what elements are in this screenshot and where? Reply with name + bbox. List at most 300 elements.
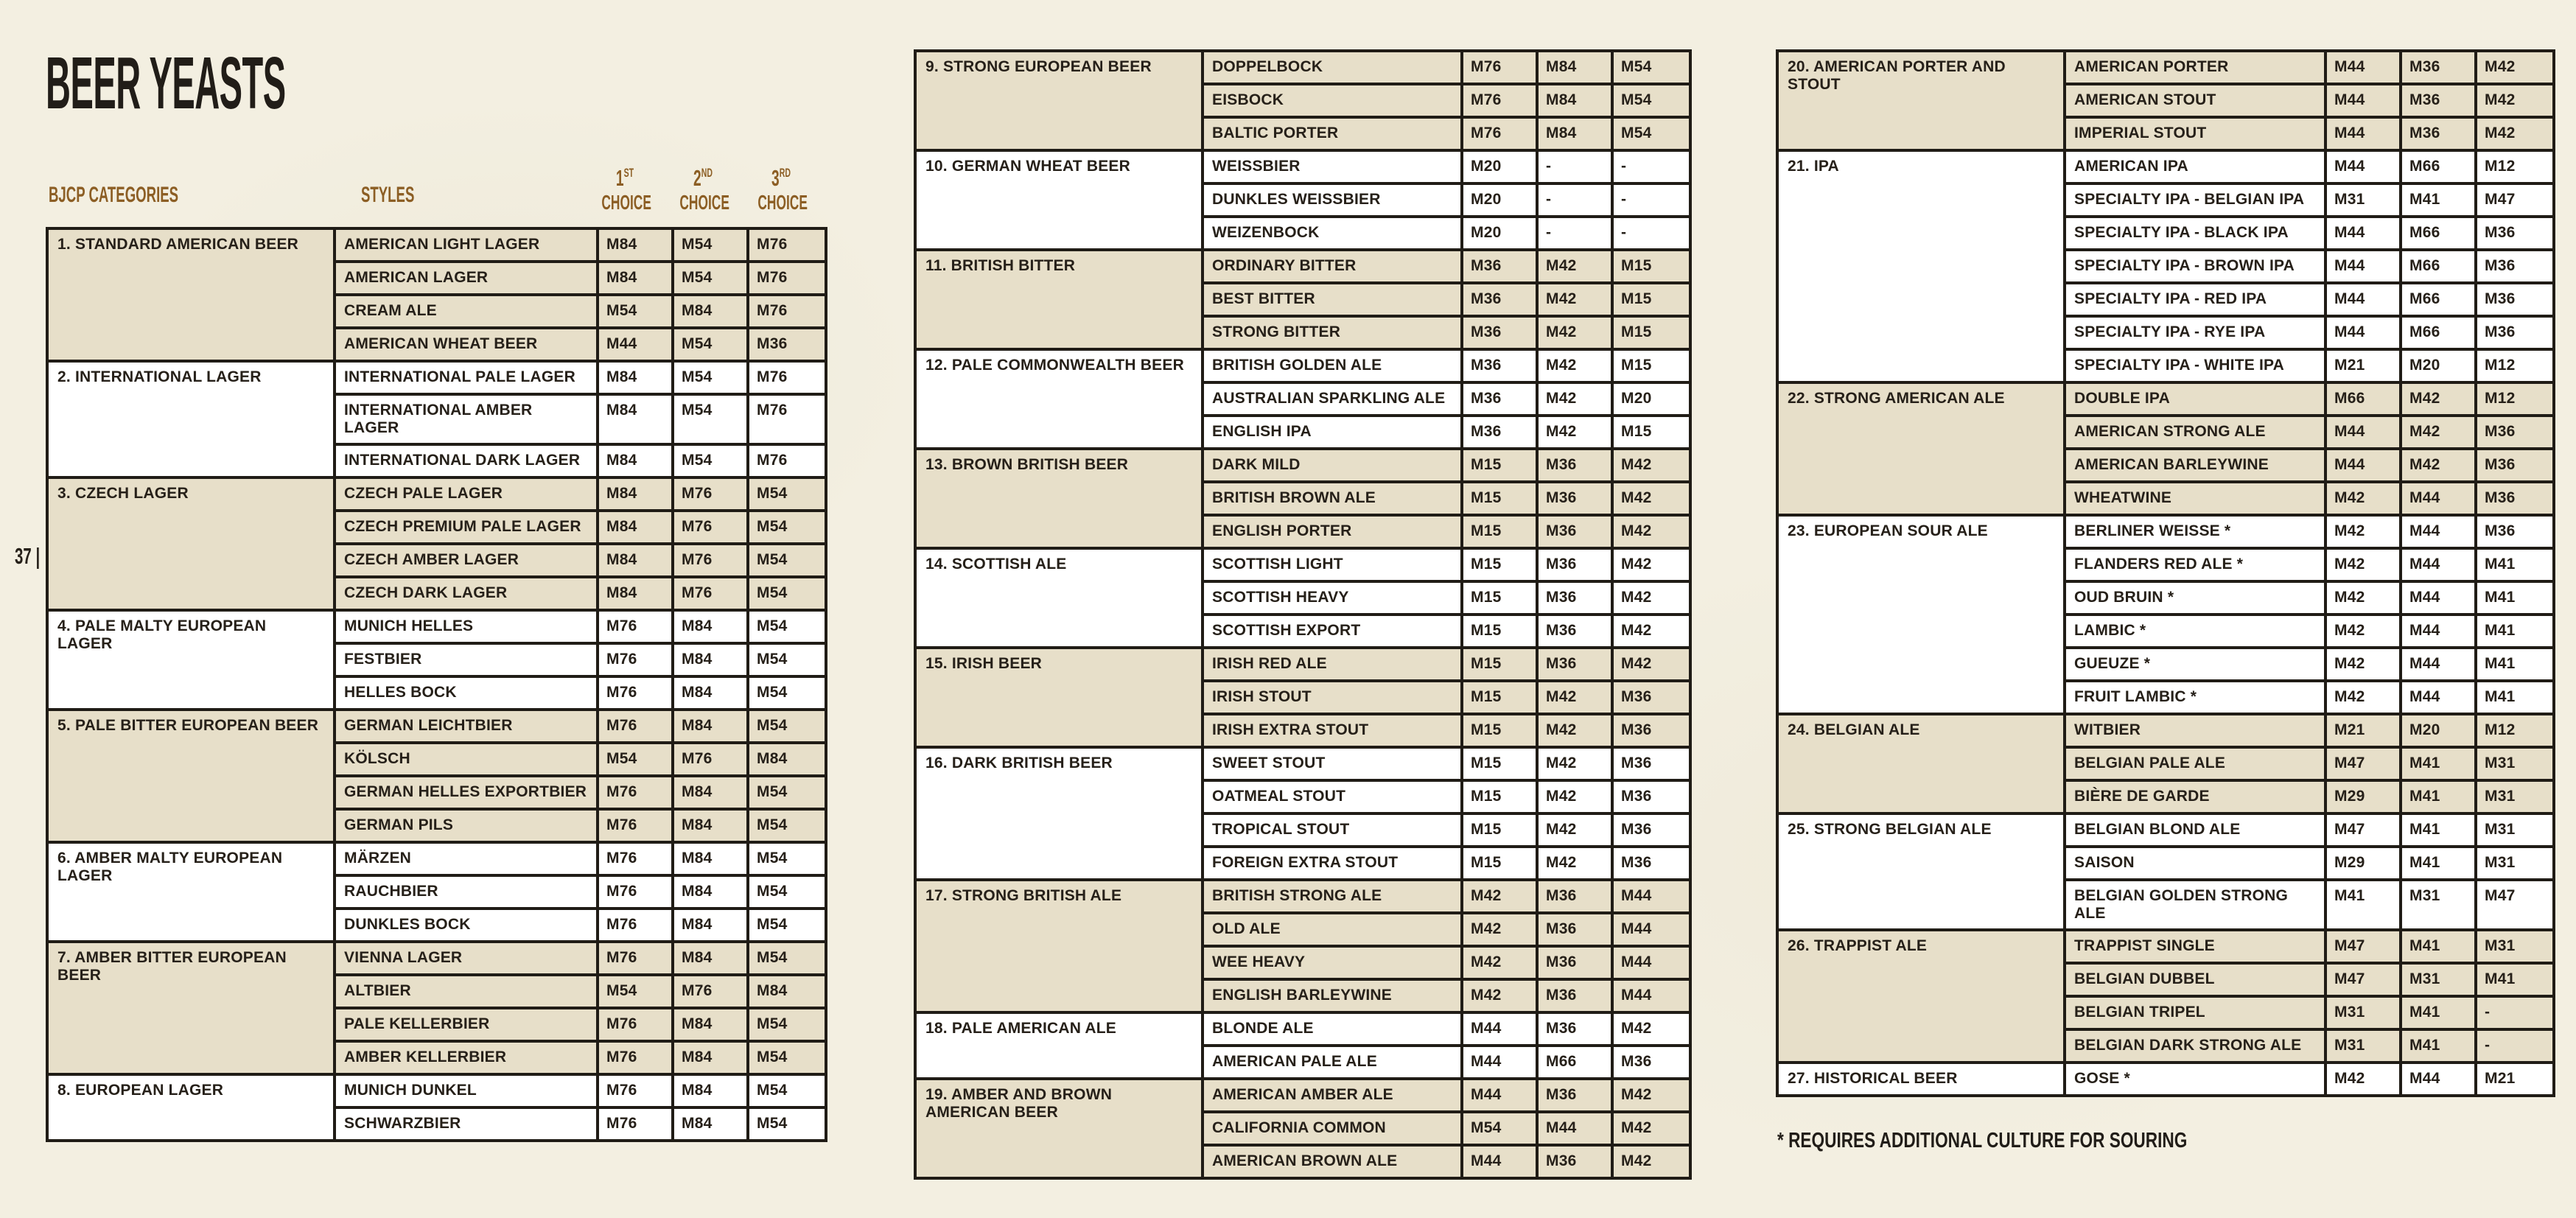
choice-3-cell: M36: [2485, 257, 2516, 274]
table-row: [1204, 580, 1689, 613]
choice-2-cell: M36: [1539, 450, 1614, 480]
choice-3-cell: M44: [1621, 987, 1652, 1004]
choice-3-cell: M42: [1621, 1119, 1652, 1136]
table-row: [1204, 251, 1689, 281]
table-row: [2066, 480, 2552, 514]
category-block: [1779, 52, 2552, 149]
table-row: [1204, 83, 1689, 116]
choice-2-cell: M84: [674, 612, 749, 642]
choice-2-cell: M54: [674, 446, 749, 476]
choice-2-cell: M44: [2402, 583, 2477, 613]
style-cell: LAMBIC *: [2066, 616, 2327, 646]
choice-1-cell: M47: [2327, 931, 2402, 962]
choice-1-cell: M44: [1463, 1047, 1539, 1077]
table-row: [2066, 815, 2552, 845]
table-row: [1204, 351, 1689, 381]
choice-2-cell: M42: [1539, 848, 1614, 878]
choice-1-cell: M76: [599, 678, 674, 708]
choice-3-cell: M36: [2485, 489, 2516, 506]
table-row: [336, 741, 825, 774]
style-cell: BIÈRE DE GARDE: [2066, 782, 2327, 812]
choice-1-cell: M15: [1463, 848, 1539, 878]
style-cell: BELGIAN PALE ALE: [2066, 749, 2327, 779]
style-cell: MUNICH DUNKEL: [336, 1076, 599, 1106]
choice-2-cell: M36: [1539, 1014, 1614, 1044]
choice-1-cell: M44: [2327, 218, 2402, 248]
choice-3-cell: M54: [757, 1048, 788, 1065]
choice-3-cell: M36: [1621, 821, 1652, 838]
style-cell: ENGLISH IPA: [1204, 417, 1463, 447]
style-cell: TROPICAL STOUT: [1204, 815, 1463, 845]
choice-1-cell: M76: [599, 943, 674, 973]
table-row: [2066, 547, 2552, 580]
style-cell: IRISH EXTRA STOUT: [1204, 715, 1463, 746]
choice-1-cell: M44: [2327, 52, 2402, 83]
choice-1-cell: M66: [2327, 384, 2402, 414]
choice-3-cell: M54: [757, 1015, 788, 1032]
style-cell: FRUIT LAMBIC *: [2066, 682, 2327, 713]
table-row: [1204, 1014, 1689, 1044]
choice-2-cell: -: [1539, 185, 1614, 215]
choice-1-cell: M42: [2327, 1064, 2402, 1094]
table-row: [1204, 450, 1689, 480]
category-cell: 21. IPA: [1779, 152, 2066, 381]
category-cell: 3. CZECH LAGER: [49, 479, 336, 609]
choice-1-cell: M84: [599, 446, 674, 476]
category-cell: 6. AMBER MALTY EUROPEAN LAGER: [49, 844, 336, 940]
yeast-table-middle: [914, 49, 1692, 1180]
style-cell: PALE KELLERBIER: [336, 1009, 599, 1040]
style-cell: AUSTRALIAN SPARKLING ALE: [1204, 384, 1463, 414]
choice-2-cell: M36: [1539, 649, 1614, 679]
choice-3-cell: M41: [2485, 970, 2516, 987]
choice-1-cell: M15: [1463, 550, 1539, 580]
choice-1-cell: M84: [599, 230, 674, 260]
choice-3-cell: M36: [2485, 423, 2516, 440]
style-cell: FOREIGN EXTRA STOUT: [1204, 848, 1463, 878]
choice-3-cell: M36: [2485, 323, 2516, 340]
style-cell: CREAM ALE: [336, 296, 599, 326]
style-cell: STRONG BITTER: [1204, 318, 1463, 348]
style-cell: DOPPELBOCK: [1204, 52, 1463, 83]
category-cell: 18. PALE AMERICAN ALE: [917, 1014, 1204, 1077]
table-row: [2066, 613, 2552, 646]
category-cell: 22. STRONG AMERICAN ALE: [1779, 384, 2066, 514]
choice-1-cell: M31: [2327, 1031, 2402, 1061]
table-row: [2066, 281, 2552, 315]
choice-3-cell: M36: [757, 335, 788, 352]
choice-1-cell: M15: [1463, 583, 1539, 613]
choice-3-cell: M54: [757, 1081, 788, 1099]
style-cell: RAUCHBIER: [336, 877, 599, 907]
table-row: [336, 293, 825, 326]
choice-2-cell: M42: [1539, 417, 1614, 447]
table-row: [2066, 83, 2552, 116]
choice-1-cell: M15: [1463, 517, 1539, 547]
choice-2-cell: M66: [2402, 318, 2477, 348]
style-cell: GERMAN HELLES EXPORTBIER: [336, 777, 599, 808]
choice-1-cell: M84: [599, 512, 674, 542]
table-row: [2066, 715, 2552, 746]
choice-1-cell: M36: [1463, 351, 1539, 381]
choice-2-cell: M41: [2402, 931, 2477, 962]
choice-2-cell: M44: [2402, 682, 2477, 713]
table-row: [336, 575, 825, 609]
style-cell: ENGLISH PORTER: [1204, 517, 1463, 547]
choice-2-cell: M36: [1539, 981, 1614, 1011]
table-row: [336, 479, 825, 509]
choice-3-cell: M44: [1621, 887, 1652, 904]
choice-3-cell: M42: [1621, 556, 1652, 573]
category-cell: 27. HISTORICAL BEER: [1779, 1064, 2066, 1094]
choice-2-cell: M42: [2402, 450, 2477, 480]
choice-2-cell: M36: [1539, 914, 1614, 945]
choice-1-cell: M44: [2327, 450, 2402, 480]
category-cell: 15. IRISH BEER: [917, 649, 1204, 746]
style-cell: AMERICAN IPA: [2066, 152, 2327, 182]
styles-header: STYLES: [361, 183, 415, 207]
choice-1-cell: M44: [599, 329, 674, 360]
choice-3-cell: M76: [757, 451, 788, 469]
table-row: [1204, 679, 1689, 713]
choice-2-cell: M36: [1539, 948, 1614, 978]
style-cell: CALIFORNIA COMMON: [1204, 1113, 1463, 1144]
style-cell: DARK MILD: [1204, 450, 1463, 480]
choice-3-cell: M31: [2485, 854, 2516, 871]
style-cell: SPECIALTY IPA - RED IPA: [2066, 284, 2327, 315]
yeast-table-right: [1776, 49, 2555, 1097]
choice-2-cell: M31: [2402, 881, 2477, 928]
choice-1-cell: M44: [2327, 152, 2402, 182]
choice-2-cell: M66: [2402, 251, 2477, 281]
choice-1-cell: M15: [1463, 749, 1539, 779]
choice-2-cell: M42: [1539, 251, 1614, 281]
choice-2-cell: M84: [674, 844, 749, 874]
style-cell: GUEUZE *: [2066, 649, 2327, 679]
choice-headers: [587, 161, 819, 213]
table-row: [1204, 315, 1689, 348]
choice-2-cell: M44: [2402, 616, 2477, 646]
choice-2-cell: M84: [674, 1043, 749, 1073]
table-row: [2066, 52, 2552, 83]
first-choice-ordinal: 1ST: [615, 165, 634, 191]
choice-3-cell: M12: [2485, 390, 2516, 407]
table-row: [2066, 878, 2552, 928]
choice-3-cell: M76: [757, 402, 788, 419]
choice-3-cell: M31: [2485, 755, 2516, 771]
table-row: [1204, 779, 1689, 812]
table-row: [1204, 845, 1689, 878]
choice-1-cell: M42: [2327, 483, 2402, 514]
choice-3-cell: M76: [757, 368, 788, 385]
table-row: [2066, 215, 2552, 248]
choice-3-cell: M15: [1621, 423, 1652, 440]
choice-2-cell: M44: [2402, 483, 2477, 514]
choice-1-cell: M76: [599, 1109, 674, 1139]
category-cell: 17. STRONG BRITISH ALE: [917, 881, 1204, 1011]
choice-3-cell: M42: [1621, 1020, 1652, 1037]
table-row: [336, 230, 825, 260]
choice-3-cell: M54: [757, 584, 788, 601]
style-cell: CZECH DARK LAGER: [336, 578, 599, 609]
choice-3-cell: M84: [757, 981, 788, 999]
table-row: [2066, 746, 2552, 779]
category-block: [917, 1011, 1689, 1077]
style-cell: BALTIC PORTER: [1204, 119, 1463, 149]
choice-3-cell: M54: [757, 882, 788, 900]
choice-1-cell: M44: [2327, 318, 2402, 348]
choice-3-cell: M42: [2485, 125, 2516, 141]
choice-3-cell: M42: [2485, 58, 2516, 75]
choice-2-cell: M36: [1539, 583, 1614, 613]
choice-3-cell: M54: [1621, 91, 1652, 108]
table-row: [1204, 52, 1689, 83]
choice-3-cell: M47: [2485, 887, 2516, 904]
style-cell: CZECH PALE LAGER: [336, 479, 599, 509]
choice-1-cell: M21: [2327, 715, 2402, 746]
choice-3-cell: -: [1621, 191, 1627, 208]
choice-1-cell: M15: [1463, 815, 1539, 845]
table-row: [336, 943, 825, 973]
choice-1-cell: M76: [599, 1009, 674, 1040]
style-cell: BLONDE ALE: [1204, 1014, 1463, 1044]
choice-2-cell: M36: [1539, 616, 1614, 646]
choice-2-cell: M66: [2402, 152, 2477, 182]
choice-3-cell: M84: [757, 749, 788, 767]
table-row: [336, 1007, 825, 1040]
first-choice-label: CHOICE: [601, 191, 651, 214]
choice-2-cell: M42: [2402, 417, 2477, 447]
style-cell: AMERICAN LAGER: [336, 263, 599, 293]
choice-3-cell: -: [2485, 1036, 2491, 1054]
table-row: [336, 612, 825, 642]
choice-2-cell: M42: [1539, 815, 1614, 845]
choice-2-cell: M84: [674, 877, 749, 907]
choice-2-cell: M84: [674, 1109, 749, 1139]
choice-3-cell: M20: [1621, 390, 1652, 407]
choice-2-cell: M84: [674, 711, 749, 741]
category-cell: 1. STANDARD AMERICAN BEER: [49, 230, 336, 360]
choice-3-cell: M36: [1621, 688, 1652, 705]
choice-1-cell: M29: [2327, 848, 2402, 878]
table-row: [2066, 931, 2552, 962]
choice-1-cell: M31: [2327, 185, 2402, 215]
style-cell: MUNICH HELLES: [336, 612, 599, 642]
table-row: [1204, 749, 1689, 779]
choice-1-cell: M44: [1463, 1080, 1539, 1110]
choice-3-cell: -: [1621, 158, 1627, 175]
category-cell: 14. SCOTTISH ALE: [917, 550, 1204, 646]
table-row: [1204, 281, 1689, 315]
category-cell: 20. AMERICAN PORTER AND STOUT: [1779, 52, 2066, 149]
category-cell: 4. PALE MALTY EUROPEAN LAGER: [49, 612, 336, 708]
category-block: [49, 476, 825, 609]
choice-2-cell: M66: [2402, 284, 2477, 315]
table-row: [2066, 182, 2552, 215]
second-choice-header: [665, 161, 741, 213]
choice-2-cell: M31: [2402, 965, 2477, 995]
choice-1-cell: M15: [1463, 616, 1539, 646]
category-cell: 23. EUROPEAN SOUR ALE: [1779, 517, 2066, 713]
table-row: [1204, 978, 1689, 1011]
table-row: [2066, 348, 2552, 381]
choice-3-cell: M54: [757, 484, 788, 502]
table-row: [2066, 315, 2552, 348]
choice-3-cell: M42: [1621, 655, 1652, 672]
choice-2-cell: M42: [1539, 782, 1614, 812]
choice-2-cell: M42: [1539, 682, 1614, 713]
category-block: [49, 940, 825, 1073]
choice-1-cell: M36: [1463, 417, 1539, 447]
table-row: [2066, 384, 2552, 414]
category-cell: 25. STRONG BELGIAN ALE: [1779, 815, 2066, 928]
souring-footnote: * REQUIRES ADDITIONAL CULTURE FOR SOURING: [1777, 1129, 2188, 1152]
choice-2-cell: M84: [1539, 52, 1614, 83]
style-cell: EISBOCK: [1204, 85, 1463, 116]
style-cell: SPECIALTY IPA - BELGIAN IPA: [2066, 185, 2327, 215]
choice-1-cell: M76: [1463, 52, 1539, 83]
choice-1-cell: M42: [2327, 616, 2402, 646]
choice-3-cell: M42: [1621, 622, 1652, 639]
table-row: [336, 973, 825, 1007]
style-cell: AMERICAN STRONG ALE: [2066, 417, 2327, 447]
choice-1-cell: M54: [599, 976, 674, 1007]
table-row: [336, 1106, 825, 1139]
choice-3-cell: M76: [757, 269, 788, 286]
choice-1-cell: M76: [599, 612, 674, 642]
table-row: [2066, 1064, 2552, 1094]
choice-2-cell: M36: [2402, 119, 2477, 149]
style-cell: ENGLISH BARLEYWINE: [1204, 981, 1463, 1011]
choice-2-cell: M66: [2402, 218, 2477, 248]
table-row: [336, 1040, 825, 1073]
choice-2-cell: M54: [674, 396, 749, 443]
choice-1-cell: M44: [2327, 85, 2402, 116]
category-cell: 11. BRITISH BITTER: [917, 251, 1204, 348]
choice-1-cell: M42: [2327, 550, 2402, 580]
choice-2-cell: M42: [2402, 384, 2477, 414]
choice-1-cell: M44: [2327, 119, 2402, 149]
choice-2-cell: M36: [1539, 550, 1614, 580]
choice-3-cell: M42: [1621, 456, 1652, 473]
table-row: [2066, 679, 2552, 713]
choice-2-cell: M41: [2402, 848, 2477, 878]
choice-1-cell: M42: [1463, 881, 1539, 911]
style-cell: BELGIAN TRIPEL: [2066, 998, 2327, 1028]
choice-1-cell: M21: [2327, 351, 2402, 381]
category-cell: 2. INTERNATIONAL LAGER: [49, 363, 336, 476]
table-row: [336, 542, 825, 575]
choice-1-cell: M76: [599, 777, 674, 808]
third-choice-header: [743, 161, 819, 213]
table-row: [2066, 116, 2552, 149]
choice-3-cell: M42: [1621, 1152, 1652, 1169]
choice-1-cell: M15: [1463, 682, 1539, 713]
table-row: [2066, 995, 2552, 1028]
choice-2-cell: M41: [2402, 749, 2477, 779]
choice-3-cell: M42: [2485, 91, 2516, 108]
choice-3-cell: M76: [757, 302, 788, 319]
style-cell: SPECIALTY IPA - BROWN IPA: [2066, 251, 2327, 281]
choice-2-cell: M36: [1539, 1080, 1614, 1110]
category-cell: 26. TRAPPIST ALE: [1779, 931, 2066, 1061]
choice-1-cell: M44: [2327, 251, 2402, 281]
choice-3-cell: M47: [2485, 191, 2516, 208]
choice-3-cell: M54: [757, 849, 788, 867]
table-row: [2066, 580, 2552, 613]
table-row: [1204, 182, 1689, 215]
category-block: [917, 746, 1689, 878]
style-cell: CZECH AMBER LAGER: [336, 545, 599, 575]
choice-1-cell: M42: [2327, 682, 2402, 713]
category-cell: 24. BELGIAN ALE: [1779, 715, 2066, 812]
choice-1-cell: M15: [1463, 649, 1539, 679]
table-row: [2066, 248, 2552, 281]
table-row: [1204, 514, 1689, 547]
table-row: [336, 874, 825, 907]
choice-1-cell: M84: [599, 479, 674, 509]
choice-2-cell: -: [1539, 218, 1614, 248]
table-row: [1204, 1080, 1689, 1110]
style-cell: HELLES BOCK: [336, 678, 599, 708]
choice-1-cell: M36: [1463, 251, 1539, 281]
choice-2-cell: M20: [2402, 715, 2477, 746]
choice-1-cell: M84: [599, 578, 674, 609]
category-cell: 12. PALE COMMONWEALTH BEER: [917, 351, 1204, 447]
category-block: [917, 447, 1689, 547]
choice-1-cell: M47: [2327, 749, 2402, 779]
style-cell: INTERNATIONAL DARK LAGER: [336, 446, 599, 476]
choice-2-cell: M76: [674, 479, 749, 509]
choice-2-cell: M20: [2402, 351, 2477, 381]
choice-1-cell: M76: [599, 711, 674, 741]
table-row: [336, 711, 825, 741]
choice-3-cell: M54: [1621, 125, 1652, 141]
table-row: [2066, 414, 2552, 447]
third-choice-ordinal: 3RD: [771, 165, 791, 191]
choice-1-cell: M31: [2327, 998, 2402, 1028]
style-cell: ORDINARY BITTER: [1204, 251, 1463, 281]
style-cell: INTERNATIONAL PALE LAGER: [336, 363, 599, 393]
choice-1-cell: M76: [599, 1076, 674, 1106]
table-row: [1204, 1144, 1689, 1177]
choice-1-cell: M44: [1463, 1147, 1539, 1177]
choice-1-cell: M15: [1463, 715, 1539, 746]
style-cell: AMERICAN WHEAT BEER: [336, 329, 599, 360]
style-cell: FESTBIER: [336, 645, 599, 675]
choice-2-cell: M76: [674, 744, 749, 774]
choice-1-cell: M47: [2327, 815, 2402, 845]
choice-1-cell: M76: [1463, 85, 1539, 116]
choice-3-cell: M76: [757, 236, 788, 253]
choice-2-cell: M44: [2402, 517, 2477, 547]
category-block: [1779, 381, 2552, 514]
style-cell: WHEATWINE: [2066, 483, 2327, 514]
choice-3-cell: M15: [1621, 323, 1652, 340]
choice-3-cell: M15: [1621, 290, 1652, 307]
choice-2-cell: M36: [2402, 85, 2477, 116]
choice-3-cell: M12: [2485, 158, 2516, 175]
table-row: [1204, 1110, 1689, 1144]
style-cell: AMERICAN BROWN ALE: [1204, 1147, 1463, 1177]
yeast-table-left: [46, 227, 827, 1142]
style-cell: WEISSBIER: [1204, 152, 1463, 182]
style-cell: BRITISH GOLDEN ALE: [1204, 351, 1463, 381]
style-cell: SCOTTISH LIGHT: [1204, 550, 1463, 580]
table-row: [2066, 1028, 2552, 1061]
style-cell: SPECIALTY IPA - BLACK IPA: [2066, 218, 2327, 248]
table-row: [336, 1076, 825, 1106]
